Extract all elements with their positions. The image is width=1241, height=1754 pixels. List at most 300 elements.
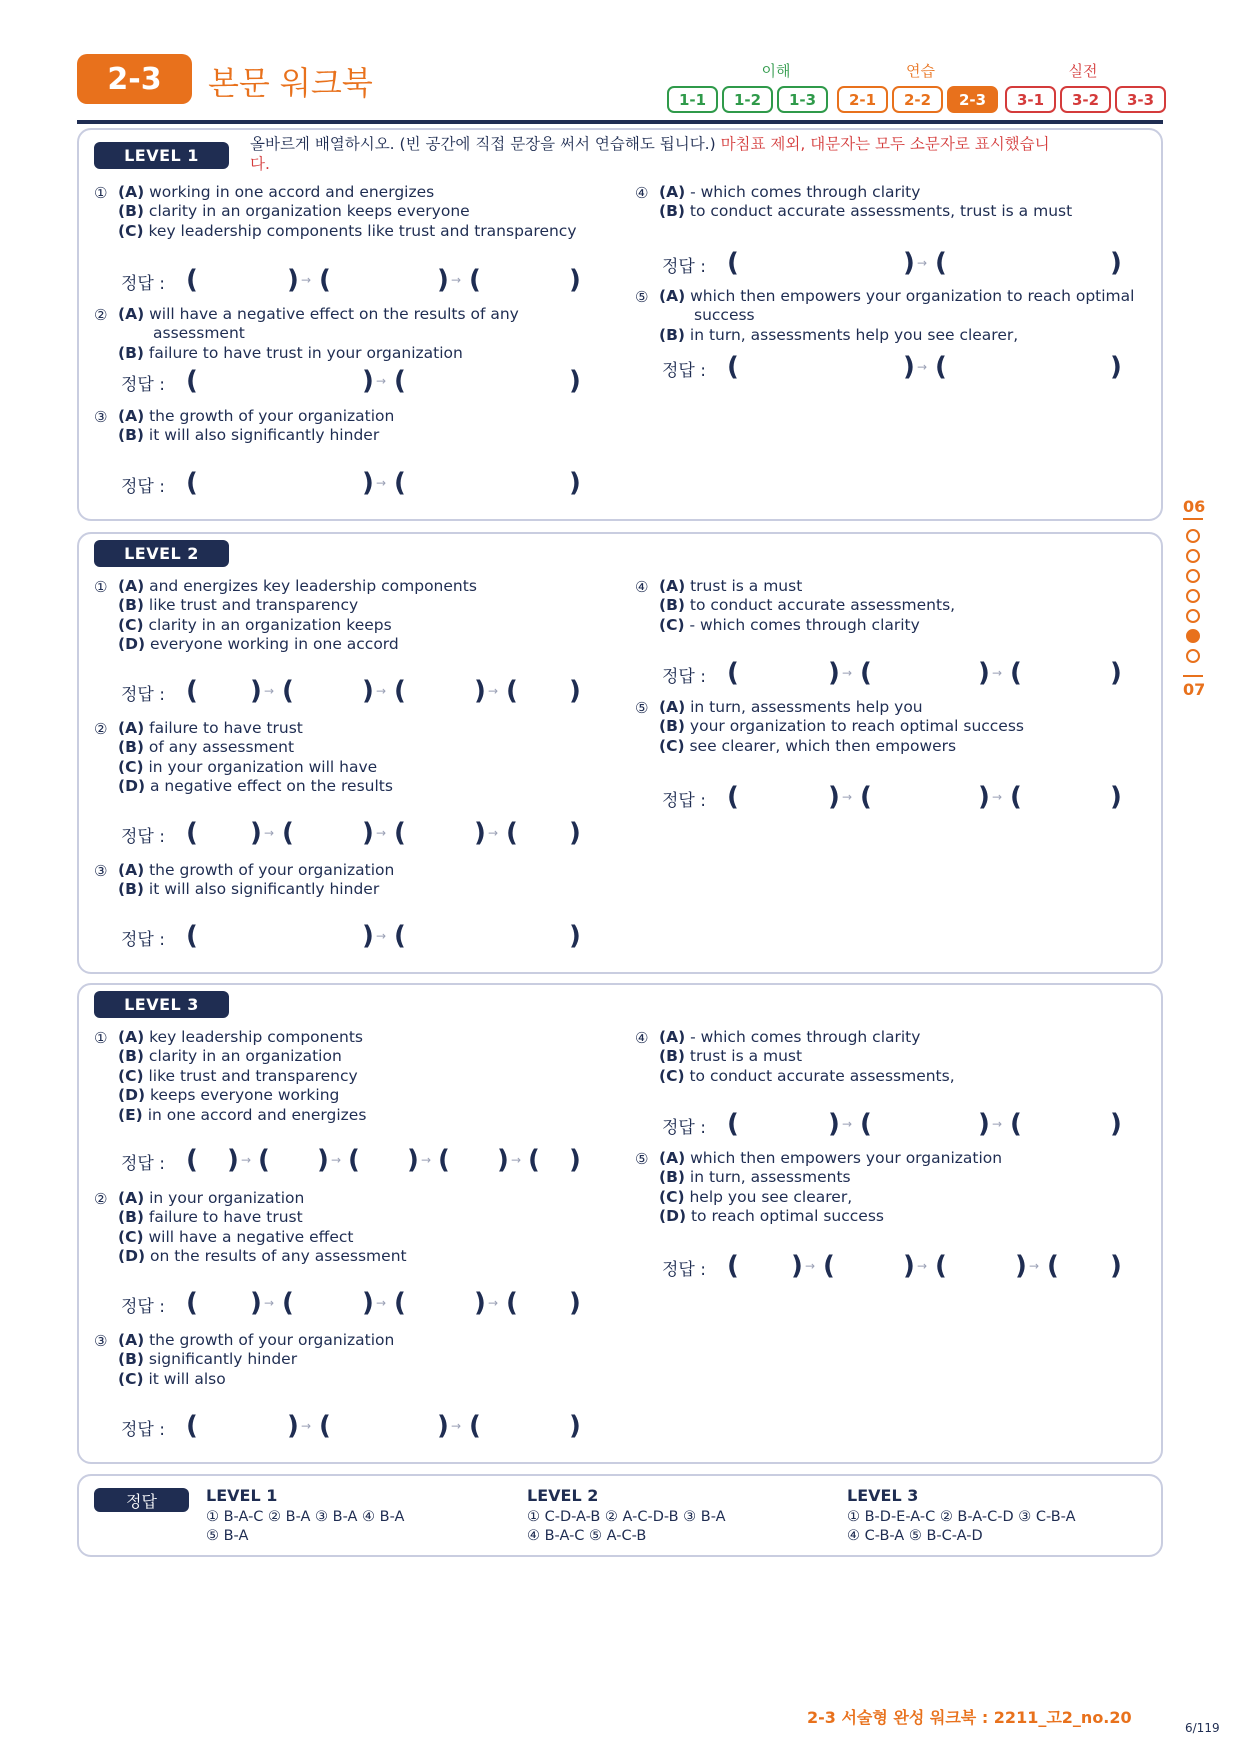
answer-bracket: ( bbox=[258, 1145, 270, 1175]
item-text: key leadership components like trust and transparency bbox=[148, 221, 577, 240]
answer-bracket: ( bbox=[282, 1288, 294, 1318]
item-text: of any assessment bbox=[148, 738, 295, 757]
item-text: like trust and transparency bbox=[148, 596, 359, 615]
answer-bracket: ) bbox=[362, 818, 374, 848]
tab-1-2[interactable]: 1-2 bbox=[722, 86, 773, 113]
item-label: (A) bbox=[118, 719, 145, 737]
arrow-icon: → bbox=[842, 790, 853, 804]
level-1-pill: LEVEL 1 bbox=[94, 142, 229, 169]
answer-key-line: ④ C-B-A ⑤ B-C-A-D bbox=[847, 1528, 983, 1544]
answer-bracket: ( bbox=[727, 352, 739, 382]
answer-bracket: ( bbox=[186, 1145, 198, 1175]
item-text: - which comes through clarity bbox=[690, 183, 921, 201]
arrow-icon: → bbox=[376, 374, 387, 388]
answer-label: 정답 : bbox=[121, 930, 165, 950]
question-5 bbox=[635, 287, 1155, 345]
item-text: will have a negative effect bbox=[148, 1227, 354, 1246]
question-number: ① bbox=[94, 578, 108, 596]
answer-bracket: ) bbox=[497, 1145, 509, 1175]
arrow-icon: → bbox=[451, 1419, 462, 1433]
answer-bracket: ( bbox=[935, 352, 947, 382]
answer-row[interactable] bbox=[662, 660, 1142, 690]
page-number: 6/119 bbox=[1185, 1721, 1220, 1735]
answer-bracket: ) bbox=[250, 818, 262, 848]
item-label: (B) bbox=[118, 880, 144, 899]
item-text: help you see clearer, bbox=[689, 1187, 853, 1206]
answer-bracket: ( bbox=[860, 1109, 872, 1139]
answer-bracket: ( bbox=[394, 366, 406, 396]
arrow-icon: → bbox=[331, 1153, 342, 1167]
item-label: (E) bbox=[118, 1105, 143, 1124]
level-2-pill: LEVEL 2 bbox=[94, 540, 229, 567]
answer-bracket: ( bbox=[1047, 1251, 1059, 1281]
answer-key-line: ① B-D-E-A-C ② B-A-C-D ③ C-B-A bbox=[847, 1509, 1076, 1525]
answer-bracket: ( bbox=[319, 1411, 331, 1441]
answer-bracket: ( bbox=[1010, 1109, 1022, 1139]
item-label: (B) bbox=[659, 1168, 685, 1187]
answer-label: 정답 : bbox=[662, 791, 706, 811]
item-text: will have a negative effect on the results of any bbox=[149, 305, 519, 323]
item-text: - which comes through clarity bbox=[689, 615, 920, 634]
answer-bracket: ) bbox=[250, 676, 262, 706]
side-nav-dot-active[interactable] bbox=[1186, 629, 1200, 643]
item-label: (A) bbox=[118, 407, 145, 425]
arrow-icon: → bbox=[488, 826, 499, 840]
item-label: (B) bbox=[118, 343, 144, 362]
item-text: trust is a must bbox=[690, 577, 803, 595]
arrow-icon: → bbox=[805, 1259, 816, 1273]
answer-bracket: ( bbox=[727, 248, 739, 278]
answer-bracket: ) bbox=[903, 1251, 915, 1281]
answer-bracket: ) bbox=[569, 818, 581, 848]
answer-key-heading: LEVEL 2 bbox=[527, 1486, 599, 1505]
arrow-icon: → bbox=[376, 684, 387, 698]
item-text: in your organization bbox=[149, 1189, 305, 1207]
answer-bracket: ) bbox=[569, 921, 581, 951]
item-label: (A) bbox=[659, 287, 686, 305]
answer-row[interactable] bbox=[121, 820, 621, 850]
arrow-icon: → bbox=[376, 826, 387, 840]
answer-bracket: ( bbox=[1010, 658, 1022, 688]
answer-bracket: ) bbox=[362, 676, 374, 706]
tab-3-1[interactable]: 3-1 bbox=[1005, 86, 1056, 113]
arrow-icon: → bbox=[451, 273, 462, 287]
group-label-real: 실전 bbox=[1068, 62, 1098, 80]
item-label: (C) bbox=[118, 757, 144, 776]
item-text: to conduct accurate assessments, bbox=[689, 1066, 955, 1085]
item-label: (D) bbox=[118, 635, 146, 654]
answer-bracket: ( bbox=[438, 1145, 450, 1175]
answer-bracket: ( bbox=[282, 818, 294, 848]
answer-label: 정답 : bbox=[662, 1118, 706, 1138]
answer-label: 정답 : bbox=[662, 667, 706, 687]
instruction-note: 마침표 제외, 대문자는 모두 소문자로 표시했습니 bbox=[720, 135, 1050, 153]
side-nav-top-label: 06 bbox=[1183, 497, 1206, 516]
arrow-icon: → bbox=[842, 666, 853, 680]
answer-key-section bbox=[77, 1474, 1163, 1557]
item-text: failure to have trust bbox=[149, 719, 303, 737]
tab-2-2[interactable]: 2-2 bbox=[892, 86, 943, 113]
item-label: (B) bbox=[118, 426, 144, 445]
answer-label: 정답 : bbox=[121, 477, 165, 497]
item-label: (A) bbox=[659, 698, 686, 716]
item-text: keeps everyone working bbox=[149, 1086, 340, 1105]
item-label: (A) bbox=[118, 861, 145, 879]
question-number: ② bbox=[94, 306, 108, 324]
item-text-cont: assessment bbox=[153, 324, 245, 343]
arrow-icon: → bbox=[917, 360, 928, 374]
question-3 bbox=[94, 1331, 634, 1389]
answer-bracket: ) bbox=[903, 248, 915, 278]
question-3 bbox=[94, 407, 634, 446]
answer-row[interactable] bbox=[121, 470, 621, 500]
instruction-note-cont: 다. bbox=[250, 155, 270, 173]
tab-2-1[interactable]: 2-1 bbox=[837, 86, 888, 113]
item-label: (A) bbox=[659, 183, 686, 201]
item-text: clarity in an organization keeps bbox=[148, 615, 392, 634]
question-2 bbox=[94, 719, 634, 797]
answer-row[interactable] bbox=[662, 784, 1142, 814]
answer-bracket: ( bbox=[823, 1251, 835, 1281]
arrow-icon: → bbox=[264, 826, 275, 840]
item-label: (C) bbox=[659, 736, 685, 755]
answer-bracket: ( bbox=[469, 265, 481, 295]
question-number: ③ bbox=[94, 408, 108, 426]
answer-row[interactable] bbox=[121, 923, 621, 953]
arrow-icon: → bbox=[421, 1153, 432, 1167]
item-label: (B) bbox=[118, 1350, 144, 1369]
answer-bracket: ) bbox=[978, 782, 990, 812]
question-number: ④ bbox=[635, 184, 649, 202]
answer-bracket: ) bbox=[362, 468, 374, 498]
answer-bracket: ( bbox=[394, 921, 406, 951]
item-label: (B) bbox=[118, 738, 144, 757]
side-nav-dot[interactable] bbox=[1186, 589, 1200, 603]
arrow-icon: → bbox=[241, 1153, 252, 1167]
item-label: (B) bbox=[118, 1208, 144, 1227]
answer-bracket: ) bbox=[474, 1288, 486, 1318]
answer-bracket: ) bbox=[362, 366, 374, 396]
side-nav-dot[interactable] bbox=[1186, 549, 1200, 563]
item-label: (A) bbox=[118, 577, 145, 595]
answer-bracket: ) bbox=[828, 658, 840, 688]
item-label: (D) bbox=[118, 777, 146, 796]
answer-bracket: ( bbox=[727, 658, 739, 688]
answer-label: 정답 : bbox=[662, 257, 706, 277]
page-title: 본문 워크북 bbox=[208, 64, 373, 102]
arrow-icon: → bbox=[992, 666, 1003, 680]
side-nav-bottom-label: 07 bbox=[1183, 680, 1206, 699]
answer-key-level-2 bbox=[527, 1484, 726, 1546]
answer-row[interactable] bbox=[121, 1290, 621, 1320]
question-4 bbox=[635, 183, 1155, 222]
answer-key-level-3 bbox=[847, 1484, 1076, 1546]
item-label: (C) bbox=[118, 1066, 144, 1085]
item-text: which then empowers your organization bbox=[690, 1149, 1003, 1167]
side-nav-dot[interactable] bbox=[1186, 609, 1200, 623]
question-number: ② bbox=[94, 720, 108, 738]
answer-key-heading: LEVEL 1 bbox=[206, 1486, 278, 1505]
question-4 bbox=[635, 1028, 1155, 1086]
item-text: key leadership components bbox=[149, 1028, 363, 1046]
section-badge: 2-3 bbox=[77, 54, 192, 104]
instruction bbox=[250, 134, 1150, 174]
question-number: ③ bbox=[94, 862, 108, 880]
answer-key-line: ① B-A-C ② B-A ③ B-A ④ B-A bbox=[206, 1509, 405, 1525]
answer-bracket: ) bbox=[569, 265, 581, 295]
answer-label: 정답 : bbox=[121, 1154, 165, 1174]
answer-bracket: ) bbox=[437, 1411, 449, 1441]
arrow-icon: → bbox=[511, 1153, 522, 1167]
answer-bracket: ( bbox=[860, 658, 872, 688]
question-number: ⑤ bbox=[635, 699, 649, 717]
header-divider bbox=[77, 120, 1163, 124]
arrow-icon: → bbox=[488, 684, 499, 698]
level-3-pill: LEVEL 3 bbox=[94, 991, 229, 1018]
tab-3-3[interactable]: 3-3 bbox=[1115, 86, 1166, 113]
answer-bracket: ( bbox=[348, 1145, 360, 1175]
answer-bracket: ) bbox=[569, 366, 581, 396]
answer-bracket: ) bbox=[1110, 1109, 1122, 1139]
tab-2-3[interactable]: 2-3 bbox=[947, 86, 998, 113]
item-text: - which comes through clarity bbox=[690, 1028, 921, 1046]
arrow-icon: → bbox=[488, 1296, 499, 1310]
side-nav-dot[interactable] bbox=[1186, 569, 1200, 583]
answer-row[interactable] bbox=[121, 1147, 621, 1177]
item-text: your organization to reach optimal success bbox=[689, 717, 1024, 736]
item-text: it will also significantly hinder bbox=[148, 880, 380, 899]
answer-bracket: ) bbox=[828, 782, 840, 812]
item-text: trust is a must bbox=[689, 1047, 803, 1066]
answer-bracket: ( bbox=[186, 921, 198, 951]
arrow-icon: → bbox=[917, 256, 928, 270]
question-4 bbox=[635, 577, 1155, 635]
arrow-icon: → bbox=[917, 1259, 928, 1273]
item-label: (D) bbox=[118, 1086, 146, 1105]
answer-bracket: ( bbox=[727, 782, 739, 812]
question-number: ④ bbox=[635, 1029, 649, 1047]
question-5 bbox=[635, 698, 1155, 756]
item-label: (A) bbox=[118, 305, 145, 323]
item-text: the growth of your organization bbox=[149, 407, 395, 425]
item-label: (C) bbox=[659, 615, 685, 634]
item-label: (B) bbox=[118, 202, 144, 221]
item-label: (C) bbox=[118, 1227, 144, 1246]
item-text: see clearer, which then empowers bbox=[689, 736, 957, 755]
item-text: in turn, assessments help you see clearer, bbox=[689, 325, 1019, 344]
arrow-icon: → bbox=[376, 929, 387, 943]
question-1 bbox=[94, 183, 634, 241]
item-label: (D) bbox=[659, 1207, 687, 1226]
item-label: (C) bbox=[118, 615, 144, 634]
item-label: (C) bbox=[118, 221, 144, 240]
item-label: (A) bbox=[659, 577, 686, 595]
answer-bracket: ) bbox=[407, 1145, 419, 1175]
answer-bracket: ( bbox=[1010, 782, 1022, 812]
arrow-icon: → bbox=[992, 790, 1003, 804]
side-nav-dot[interactable] bbox=[1186, 529, 1200, 543]
arrow-icon: → bbox=[264, 1296, 275, 1310]
answer-bracket: ) bbox=[1110, 658, 1122, 688]
answer-row[interactable] bbox=[662, 1253, 1142, 1283]
answer-bracket: ) bbox=[903, 352, 915, 382]
arrow-icon: → bbox=[376, 1296, 387, 1310]
answer-bracket: ( bbox=[186, 468, 198, 498]
item-text: it will also bbox=[148, 1369, 226, 1388]
side-nav-divider bbox=[1183, 675, 1203, 677]
instruction-main: 올바르게 배열하시오. (빈 공간에 직접 문장을 써서 연습해도 됩니다.) bbox=[250, 135, 716, 153]
answer-key-line: ④ B-A-C ⑤ A-C-B bbox=[527, 1528, 647, 1544]
tab-1-3[interactable]: 1-3 bbox=[777, 86, 828, 113]
answer-bracket: ( bbox=[727, 1109, 739, 1139]
answer-label: 정답 : bbox=[121, 1297, 165, 1317]
answer-bracket: ) bbox=[227, 1145, 239, 1175]
item-text: in one accord and energizes bbox=[147, 1105, 367, 1124]
side-nav-dot[interactable] bbox=[1186, 649, 1200, 663]
item-text: failure to have trust in your organization bbox=[148, 343, 463, 362]
item-text: like trust and transparency bbox=[148, 1066, 358, 1085]
answer-bracket: ) bbox=[569, 1288, 581, 1318]
answer-bracket: ) bbox=[978, 658, 990, 688]
answer-bracket: ( bbox=[935, 248, 947, 278]
item-text: clarity in an organization bbox=[148, 1047, 342, 1066]
item-text: to reach optimal success bbox=[690, 1207, 884, 1226]
answer-bracket: ) bbox=[1110, 782, 1122, 812]
item-text: everyone working in one accord bbox=[149, 635, 399, 654]
item-label: (C) bbox=[659, 1066, 685, 1085]
item-text: on the results of any assessment bbox=[149, 1247, 407, 1266]
answer-bracket: ) bbox=[978, 1109, 990, 1139]
answer-bracket: ) bbox=[569, 1145, 581, 1175]
answer-key-pill: 정답 bbox=[94, 1488, 189, 1512]
answer-bracket: ( bbox=[394, 468, 406, 498]
answer-bracket: ) bbox=[287, 1411, 299, 1441]
question-number: ③ bbox=[94, 1332, 108, 1350]
question-number: ① bbox=[94, 1029, 108, 1047]
question-1 bbox=[94, 1028, 634, 1125]
item-text: significantly hinder bbox=[148, 1350, 298, 1369]
arrow-icon: → bbox=[1029, 1259, 1040, 1273]
answer-bracket: ) bbox=[474, 818, 486, 848]
answer-bracket: ( bbox=[394, 676, 406, 706]
answer-label: 정답 : bbox=[121, 1420, 165, 1440]
question-number: ⑤ bbox=[635, 1150, 649, 1168]
answer-row[interactable] bbox=[662, 1111, 1142, 1141]
answer-row[interactable] bbox=[662, 250, 1142, 280]
item-text: failure to have trust bbox=[148, 1208, 303, 1227]
answer-bracket: ) bbox=[1110, 1251, 1122, 1281]
item-label: (D) bbox=[118, 1247, 146, 1266]
answer-row[interactable] bbox=[662, 354, 1142, 384]
answer-bracket: ) bbox=[791, 1251, 803, 1281]
answer-bracket: ( bbox=[394, 818, 406, 848]
answer-bracket: ( bbox=[186, 1288, 198, 1318]
group-label-understand: 이해 bbox=[761, 62, 791, 80]
answer-label: 정답 : bbox=[121, 685, 165, 705]
arrow-icon: → bbox=[376, 476, 387, 490]
item-text: the growth of your organization bbox=[149, 1331, 395, 1349]
item-text: to conduct accurate assessments, bbox=[689, 596, 956, 615]
question-1 bbox=[94, 577, 634, 655]
answer-bracket: ) bbox=[569, 1411, 581, 1441]
answer-bracket: ) bbox=[437, 265, 449, 295]
answer-label: 정답 : bbox=[121, 827, 165, 847]
answer-bracket: ) bbox=[1015, 1251, 1027, 1281]
item-label: (B) bbox=[659, 717, 685, 736]
arrow-icon: → bbox=[301, 273, 312, 287]
item-text: the growth of your organization bbox=[149, 861, 395, 879]
answer-row[interactable] bbox=[121, 368, 621, 398]
question-2 bbox=[94, 305, 634, 363]
side-nav-divider bbox=[1183, 518, 1203, 520]
answer-bracket: ( bbox=[935, 1251, 947, 1281]
group-label-practice: 연습 bbox=[906, 62, 935, 80]
answer-key-level-1 bbox=[206, 1484, 404, 1546]
answer-bracket: ) bbox=[474, 676, 486, 706]
answer-bracket: ( bbox=[506, 1288, 518, 1318]
answer-row[interactable] bbox=[121, 678, 621, 708]
item-label: (A) bbox=[659, 1149, 686, 1167]
arrow-icon: → bbox=[264, 684, 275, 698]
item-label: (B) bbox=[118, 1047, 144, 1066]
level-3-section bbox=[77, 983, 1163, 1464]
question-5 bbox=[635, 1149, 1155, 1227]
item-text: in your organization will have bbox=[148, 757, 378, 776]
answer-bracket: ( bbox=[186, 676, 198, 706]
answer-bracket: ) bbox=[1110, 248, 1122, 278]
item-text: which then empowers your organization to reach optimal bbox=[690, 287, 1135, 305]
answer-label: 정답 : bbox=[121, 274, 165, 294]
answer-bracket: ( bbox=[506, 818, 518, 848]
question-number: ① bbox=[94, 184, 108, 202]
answer-bracket: ) bbox=[362, 1288, 374, 1318]
answer-bracket: ) bbox=[287, 265, 299, 295]
item-label: (B) bbox=[659, 596, 685, 615]
answer-bracket: ( bbox=[282, 676, 294, 706]
answer-label: 정답 : bbox=[662, 361, 706, 381]
tab-1-1[interactable]: 1-1 bbox=[667, 86, 718, 113]
arrow-icon: → bbox=[301, 1419, 312, 1433]
arrow-icon: → bbox=[842, 1117, 853, 1131]
item-text: working in one accord and energizes bbox=[149, 183, 435, 201]
item-label: (A) bbox=[659, 1028, 686, 1046]
answer-label: 정답 : bbox=[121, 375, 165, 395]
item-label: (C) bbox=[118, 1369, 144, 1388]
tab-3-2[interactable]: 3-2 bbox=[1060, 86, 1111, 113]
question-number: ⑤ bbox=[635, 288, 649, 306]
answer-row[interactable] bbox=[121, 1413, 621, 1443]
answer-bracket: ( bbox=[186, 818, 198, 848]
item-label: (B) bbox=[659, 202, 685, 221]
answer-bracket: ) bbox=[362, 921, 374, 951]
item-text: clarity in an organization keeps everyone bbox=[148, 202, 470, 221]
item-text: a negative effect on the results bbox=[149, 777, 393, 796]
answer-row[interactable] bbox=[121, 267, 621, 297]
answer-bracket: ( bbox=[394, 1288, 406, 1318]
answer-bracket: ( bbox=[319, 265, 331, 295]
item-label: (A) bbox=[118, 183, 145, 201]
item-text: and energizes key leadership components bbox=[149, 577, 477, 595]
item-label: (A) bbox=[118, 1331, 145, 1349]
answer-bracket: ( bbox=[186, 1411, 198, 1441]
answer-bracket: ( bbox=[506, 676, 518, 706]
footer-title: 2-3 서술형 완성 워크북 : 2211_고2_no.20 bbox=[807, 1708, 1132, 1727]
item-label: (B) bbox=[659, 325, 685, 344]
question-2 bbox=[94, 1189, 634, 1267]
answer-bracket: ( bbox=[469, 1411, 481, 1441]
item-label: (B) bbox=[118, 596, 144, 615]
item-text: in turn, assessments help you bbox=[690, 698, 923, 716]
